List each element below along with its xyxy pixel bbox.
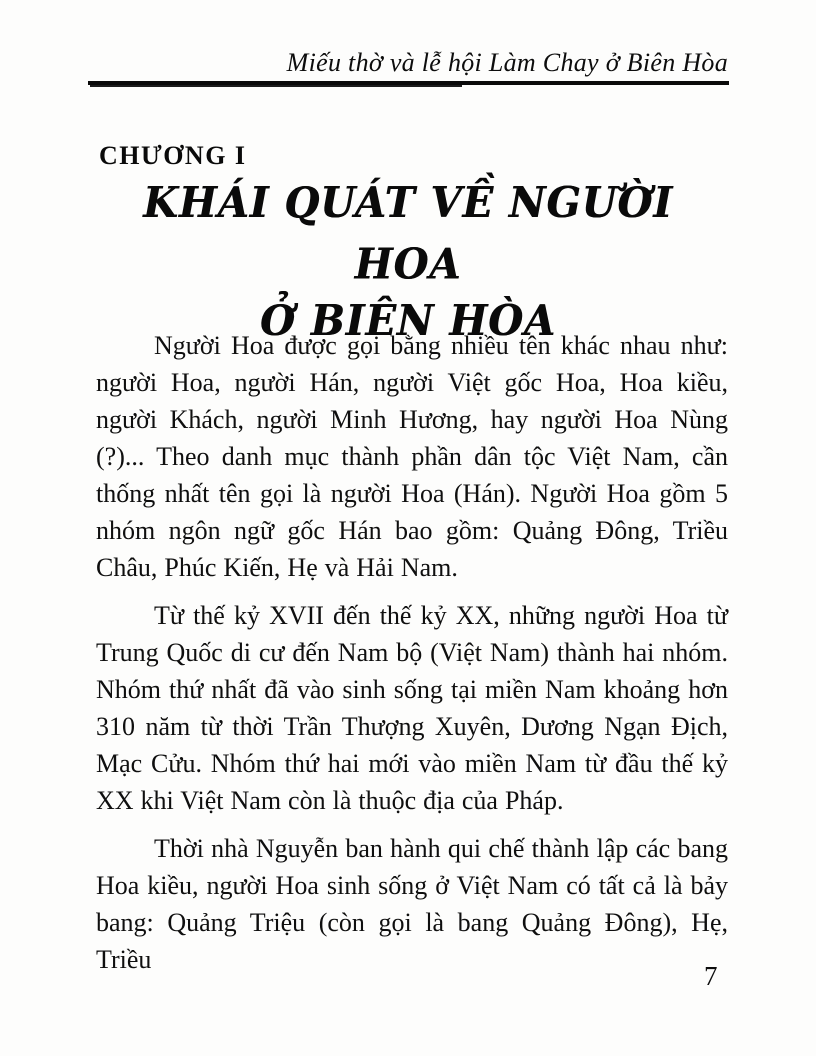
header-rule (88, 81, 729, 85)
body-text (96, 327, 728, 989)
body-paragraph: Từ thế kỷ XVII đến thế kỷ XX, những người Hoa từ Trung Quốc di cư đến Nam bộ (Việt Nam) thành hai nhóm. Nhóm thứ nhất đã vào sinh sống tại miền Nam khoảng hơn 310 năm từ thời Trần Thượng Xuyên, Dương Ngạn Địch, Mạc Cửu. Nhóm thứ hai mới vào miền Nam từ đầu thế kỷ XX khi Việt Nam còn là thuộc địa của Pháp. (96, 601, 728, 815)
running-header: Miếu thờ và lễ hội Làm Chay ở Biên Hòa (286, 48, 728, 77)
chapter-title (88, 176, 728, 350)
chapter-title-line-2: Ở BIÊN HÒA (260, 295, 556, 346)
chapter-label: CHƯƠNG I (99, 141, 247, 170)
body-paragraph: Thời nhà Nguyễn ban hành qui chế thành lập các bang Hoa kiều, người Hoa sinh sống ở Việt Nam có tất cả là bảy bang: Quảng Triệu (còn gọi là bang Quảng Đông), Hẹ, Triều (96, 834, 728, 974)
page-number: 7 (704, 961, 718, 991)
body-paragraph: Người Hoa được gọi bằng nhiều tên khác nhau như: người Hoa, người Hán, người Việt gốc Hoa, Hoa kiều, người Khách, người Minh Hương, hay người Hoa Nùng (?)... Theo danh mục thành phần dân tộc Việt Nam, cần thống nhất tên gọi là người Hoa (Hán). Người Hoa gồm 5 nhóm ngôn ngữ gốc Hán bao gồm: Quảng Đông, Triều Châu, Phúc Kiến, Hẹ và Hải Nam. (96, 331, 728, 582)
chapter-title-line-1: KHÁI QUÁT VỀ NGƯỜI HOA (143, 177, 673, 290)
